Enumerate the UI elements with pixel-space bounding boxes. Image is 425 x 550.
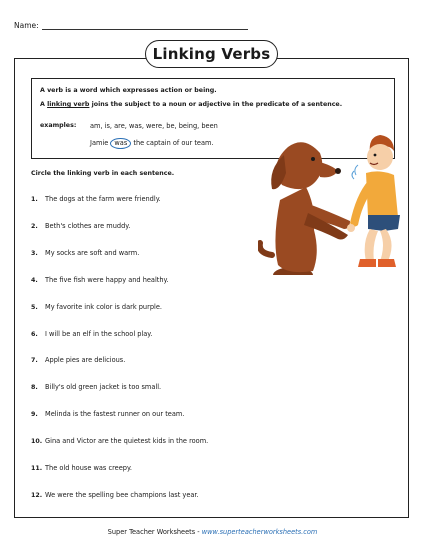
question-number: 12. xyxy=(31,492,43,499)
example-post: the captain of our team. xyxy=(131,139,214,147)
question-item xyxy=(31,276,169,284)
footer xyxy=(0,528,425,536)
instruction: Circle the linking verb in each sentence. xyxy=(31,170,175,177)
definition-line-1: A verb is a word which expresses action or being. xyxy=(40,87,217,94)
question-text[interactable]: Apple pies are delicious. xyxy=(45,356,126,364)
question-number: 8. xyxy=(31,384,38,391)
example-sentence xyxy=(90,138,214,149)
question-text[interactable]: The five fish were happy and healthy. xyxy=(45,276,169,284)
question-number: 10. xyxy=(31,438,43,445)
question-item xyxy=(31,410,184,418)
question-item xyxy=(31,383,161,391)
question-item xyxy=(31,303,162,311)
question-number: 1. xyxy=(31,196,38,203)
title-banner xyxy=(145,40,278,68)
boy-figure xyxy=(347,135,400,267)
question-number: 2. xyxy=(31,223,38,230)
question-number: 6. xyxy=(31,331,38,338)
question-number: 5. xyxy=(31,304,38,311)
example-circled-verb: was xyxy=(110,138,131,149)
question-number: 4. xyxy=(31,277,38,284)
dog-figure xyxy=(260,142,350,275)
name-field[interactable] xyxy=(42,29,248,30)
question-text[interactable]: My favorite ink color is dark purple. xyxy=(45,303,162,311)
footer-url-link[interactable]: www.superteacherworksheets.com xyxy=(201,528,318,536)
question-text[interactable]: Billy's old green jacket is too small. xyxy=(45,383,162,391)
example-pre: Jamie xyxy=(90,139,111,147)
name-label: Name: xyxy=(14,21,39,30)
question-item xyxy=(31,356,125,364)
definition-line-2-pre: A xyxy=(40,101,48,108)
examples-label: examples: xyxy=(40,122,77,129)
question-text[interactable]: The old house was creepy. xyxy=(45,464,132,472)
question-number: 7. xyxy=(31,357,38,364)
question-text[interactable]: My socks are soft and warm. xyxy=(45,249,140,257)
page-title: Linking Verbs xyxy=(152,45,271,63)
definition-line-2-post: joins the subject to a noun or adjective in the predicate of a sentence. xyxy=(89,101,343,108)
question-item xyxy=(31,195,161,203)
linking-verb-term: linking verb xyxy=(47,101,90,108)
question-text[interactable]: Melinda is the fastest runner on our team. xyxy=(45,410,185,418)
footer-separator: - xyxy=(195,528,202,536)
question-item xyxy=(31,491,199,499)
footer-brand: Super Teacher Worksheets xyxy=(107,528,196,536)
question-number: 11. xyxy=(31,465,43,472)
question-number: 3. xyxy=(31,250,38,257)
question-item xyxy=(31,464,132,472)
question-item xyxy=(31,437,208,445)
question-number: 9. xyxy=(31,411,38,418)
definition-line-2 xyxy=(40,101,342,108)
question-item xyxy=(31,249,139,257)
examples-verbs: am, is, are, was, were, be, being, been xyxy=(90,122,218,130)
question-text[interactable]: We were the spelling bee champions last year. xyxy=(45,491,199,499)
question-text[interactable]: I will be an elf in the school play. xyxy=(45,330,153,338)
boy-and-dog-illustration xyxy=(258,125,408,275)
question-item xyxy=(31,330,152,338)
question-item xyxy=(31,222,130,230)
question-text[interactable]: Gina and Victor are the quietest kids in the room. xyxy=(45,437,209,445)
question-text[interactable]: Beth's clothes are muddy. xyxy=(45,222,131,230)
question-text[interactable]: The dogs at the farm were friendly. xyxy=(45,195,161,203)
